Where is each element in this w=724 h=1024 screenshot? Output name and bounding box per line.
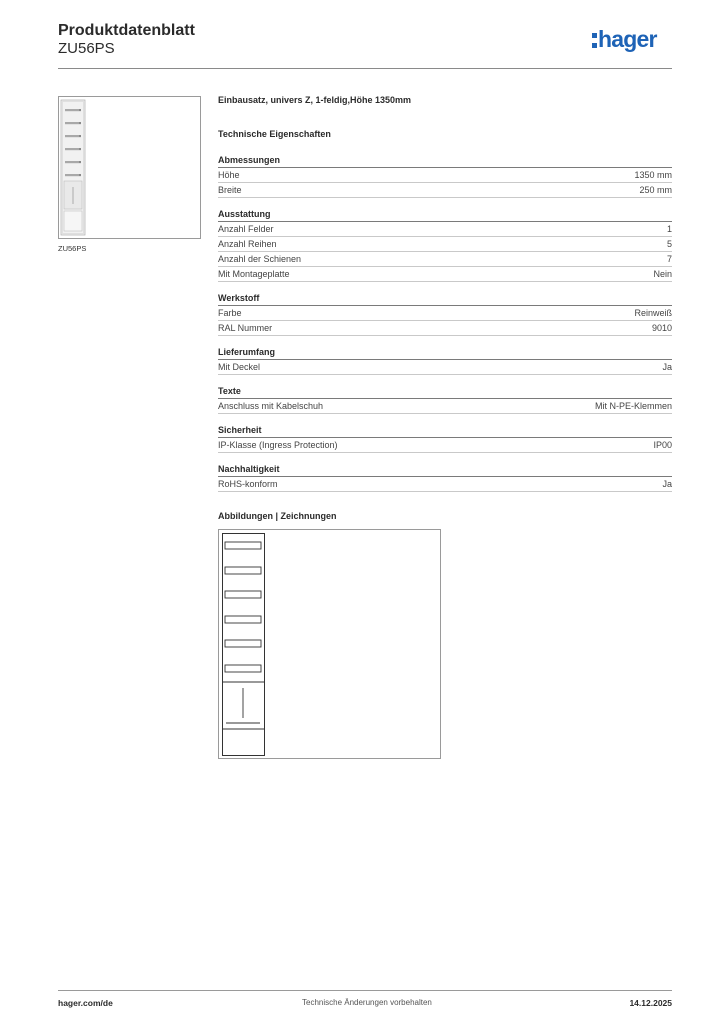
property-value: 9010: [651, 323, 672, 333]
property-row: [218, 168, 672, 183]
group-title: Werkstoff: [218, 293, 672, 306]
property-value: Reinweiß: [634, 308, 672, 318]
property-row: [218, 477, 672, 492]
property-value: Ja: [662, 362, 672, 372]
property-group: [218, 425, 672, 453]
property-row: [218, 183, 672, 198]
property-row: [218, 306, 672, 321]
technical-drawing-icon: [219, 530, 440, 758]
group-title: Nachhaltigkeit: [218, 464, 672, 477]
property-group: [218, 293, 672, 336]
product-photo-icon: [59, 97, 200, 238]
footer-divider: [58, 990, 672, 991]
hager-logo: [592, 27, 672, 55]
drawings-heading: Abbildungen | Zeichnungen: [218, 511, 337, 521]
property-group: [218, 386, 672, 414]
property-row: [218, 438, 672, 453]
property-row: [218, 222, 672, 237]
property-label: RAL Nummer: [218, 323, 273, 333]
product-image: [58, 96, 201, 239]
property-label: Farbe: [218, 308, 242, 318]
group-title: Lieferumfang: [218, 347, 672, 360]
property-value: 5: [666, 239, 672, 249]
document-title: Produktdatenblatt: [58, 22, 195, 39]
property-row: [218, 360, 672, 375]
group-title: Texte: [218, 386, 672, 399]
property-value: 250 mm: [639, 185, 672, 195]
property-row: [218, 237, 672, 252]
group-title: Sicherheit: [218, 425, 672, 438]
property-label: IP-Klasse (Ingress Protection): [218, 440, 338, 450]
property-row: [218, 399, 672, 414]
technical-drawing: [218, 529, 441, 759]
group-title: Abmessungen: [218, 155, 672, 168]
header-divider: [58, 68, 672, 69]
property-group: [218, 464, 672, 492]
property-label: Anzahl Felder: [218, 224, 274, 234]
footer-date: 14.12.2025: [629, 998, 672, 1008]
product-code: ZU56PS: [58, 40, 115, 57]
logo-wordmark: hager: [598, 26, 657, 52]
property-value: 1350 mm: [634, 170, 672, 180]
logo-colon-icon: [592, 33, 597, 49]
property-label: Anschluss mit Kabelschuh: [218, 401, 324, 411]
property-label: Mit Montageplatte: [218, 269, 290, 279]
property-group: [218, 347, 672, 375]
product-details: [218, 95, 672, 759]
property-group: [218, 155, 672, 198]
property-label: Anzahl der Schienen: [218, 254, 302, 264]
property-group: [218, 209, 672, 282]
properties-heading: Technische Eigenschaften: [218, 129, 331, 139]
footer-disclaimer: Technische Änderungen vorbehalten: [302, 998, 432, 1007]
property-value: Ja: [662, 479, 672, 489]
product-image-caption: ZU56PS: [58, 244, 87, 253]
product-description: Einbausatz, univers Z, 1-feldig,Höhe 1350mm: [218, 95, 412, 105]
property-label: RoHS-konform: [218, 479, 278, 489]
property-label: Höhe: [218, 170, 240, 180]
property-label: Anzahl Reihen: [218, 239, 277, 249]
footer-website-link[interactable]: hager.com/de: [58, 998, 113, 1008]
property-value: 7: [666, 254, 672, 264]
property-value: 1: [666, 224, 672, 234]
property-value: IP00: [653, 440, 672, 450]
property-row: [218, 252, 672, 267]
group-title: Ausstattung: [218, 209, 672, 222]
property-label: Mit Deckel: [218, 362, 261, 372]
property-row: [218, 321, 672, 336]
property-value: Nein: [653, 269, 672, 279]
property-label: Breite: [218, 185, 242, 195]
property-value: Mit N-PE-Klemmen: [594, 401, 672, 411]
property-row: [218, 267, 672, 282]
